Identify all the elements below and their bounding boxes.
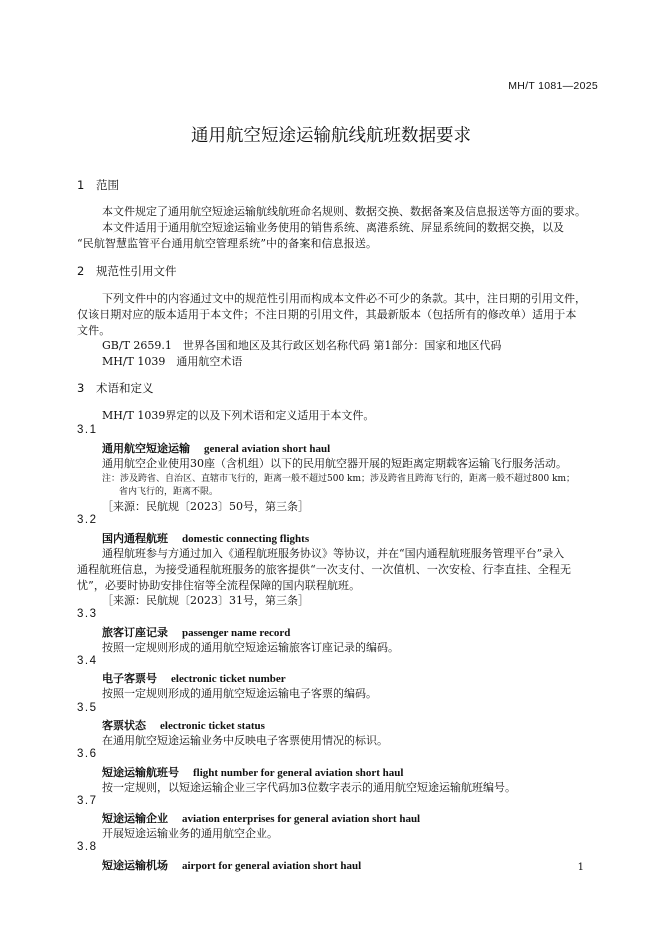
term-zh: 电子客票号 bbox=[102, 672, 157, 685]
term-title bbox=[102, 670, 286, 686]
term-note: 省内飞行的，距离不限。 bbox=[119, 487, 219, 497]
term-definition: 在通用航空短途运输业务中反映电子客票使用情况的标识。 bbox=[102, 734, 388, 747]
term-definition: 通用航空企业使用30座（含机组）以下的民用航空器开展的短距离定期载客运输飞行服务活动。 bbox=[102, 457, 567, 470]
term-title bbox=[102, 810, 420, 826]
section-heading bbox=[77, 380, 154, 396]
term-en: airport for general aviation short haul bbox=[182, 860, 362, 872]
term-en: aviation enterprises for general aviation short haul bbox=[182, 813, 421, 825]
paragraph-line: 下列文件中的内容通过文中的规范性引用而构成本文件必不可少的条款。其中，注日期的引用文件， bbox=[102, 292, 586, 305]
section-number: 1 bbox=[77, 178, 85, 192]
term-source: ［来源：民航规〔2023〕50号，第三条］ bbox=[102, 500, 309, 513]
paragraph-line: “民航智慧监管平台通用航空管理系统”中的备案和信息报送。 bbox=[77, 237, 378, 250]
term-definition: 忧”，必要时协助安排住宿等全流程保障的国内联程航班。 bbox=[77, 579, 361, 592]
term-title bbox=[102, 530, 309, 546]
section-title: 规范性引用文件 bbox=[96, 264, 177, 278]
section-number: 2 bbox=[77, 264, 85, 278]
term-definition: 按一定规则，以短途运输企业三字代码加3位数字表示的通用航空短途运输航班编号。 bbox=[102, 781, 516, 794]
term-zh: 短途运输企业 bbox=[102, 812, 168, 825]
paragraph-line: 仅该日期对应的版本适用于本文件；不注日期的引用文件，其最新版本（包括所有的修改单）适用于本 bbox=[77, 308, 577, 321]
term-zh: 短途运输航班号 bbox=[102, 766, 179, 779]
term-en: domestic connecting flights bbox=[182, 533, 310, 545]
section-number: 3 bbox=[77, 381, 85, 395]
term-number: 3.4 bbox=[77, 655, 98, 667]
section-heading bbox=[77, 177, 119, 193]
term-title bbox=[102, 624, 290, 640]
term-number: 3.8 bbox=[77, 841, 98, 853]
term-zh: 通用航空短途运输 bbox=[102, 442, 190, 455]
term-title bbox=[102, 440, 330, 456]
page-number: 1 bbox=[577, 862, 584, 873]
term-zh: 旅客订座记录 bbox=[102, 626, 168, 639]
standard-code: MH/T 1081—2025 bbox=[508, 80, 598, 92]
reference-item: GB/T 2659.1 世界各国和地区及其行政区划名称代码 第1部分：国家和地区代码 bbox=[102, 339, 502, 352]
term-definition: 按照一定规则形成的通用航空短途运输电子客票的编码。 bbox=[102, 687, 377, 700]
document-title: 通用航空短途运输航线航班数据要求 bbox=[191, 126, 471, 146]
paragraph-line: MH/T 1039界定的以及下列术语和定义适用于本文件。 bbox=[102, 409, 375, 422]
term-number: 3.2 bbox=[77, 514, 98, 526]
term-definition: 通程航班参与方通过加入《通程航班服务协议》等协议，并在“国内通程航班服务管理平台”录入 bbox=[102, 547, 565, 560]
paragraph-line: 文件。 bbox=[77, 324, 111, 337]
term-definition: 通程航班信息，为接受通程航班服务的旅客提供“一次支付、一次值机、一次安检、行李直挂、全程无 bbox=[77, 563, 572, 576]
term-en: general aviation short haul bbox=[204, 443, 331, 455]
term-definition: 按照一定规则形成的通用航空短途运输旅客订座记录的编码。 bbox=[102, 641, 399, 654]
section-heading bbox=[77, 263, 177, 279]
term-en: passenger name record bbox=[182, 627, 291, 639]
section-title: 术语和定义 bbox=[96, 381, 154, 395]
term-number: 3.6 bbox=[77, 748, 98, 760]
term-title bbox=[102, 857, 361, 873]
paragraph-line: 本文件规定了通用航空短途运输航线航班命名规则、数据交换、数据备案及信息报送等方面的要求。 bbox=[102, 205, 586, 218]
term-en: electronic ticket status bbox=[160, 720, 265, 732]
term-zh: 国内通程航班 bbox=[102, 532, 168, 545]
term-number: 3.1 bbox=[77, 424, 98, 436]
term-title bbox=[102, 764, 403, 780]
term-en: flight number for general aviation short haul bbox=[193, 767, 404, 779]
term-number: 3.3 bbox=[77, 608, 98, 620]
term-note: 注：涉及跨省、自治区、直辖市飞行的，距离一般不超过500 km；涉及跨省且跨海飞行的，距离一般不超过800 km； bbox=[102, 474, 576, 484]
term-en: electronic ticket number bbox=[171, 673, 286, 685]
section-title: 范围 bbox=[96, 178, 119, 192]
paragraph-line: 本文件适用于通用航空短途运输业务使用的销售系统、离港系统、屏显系统间的数据交换，以及 bbox=[102, 221, 564, 234]
term-zh: 短途运输机场 bbox=[102, 859, 168, 872]
term-source: ［来源：民航规〔2023〕31号，第三条］ bbox=[102, 594, 309, 607]
term-definition: 开展短途运输业务的通用航空企业。 bbox=[102, 827, 278, 840]
term-zh: 客票状态 bbox=[102, 719, 146, 732]
term-number: 3.7 bbox=[77, 795, 98, 807]
term-number: 3.5 bbox=[77, 702, 98, 714]
reference-item: MH/T 1039 通用航空术语 bbox=[102, 355, 243, 368]
term-title bbox=[102, 717, 265, 733]
